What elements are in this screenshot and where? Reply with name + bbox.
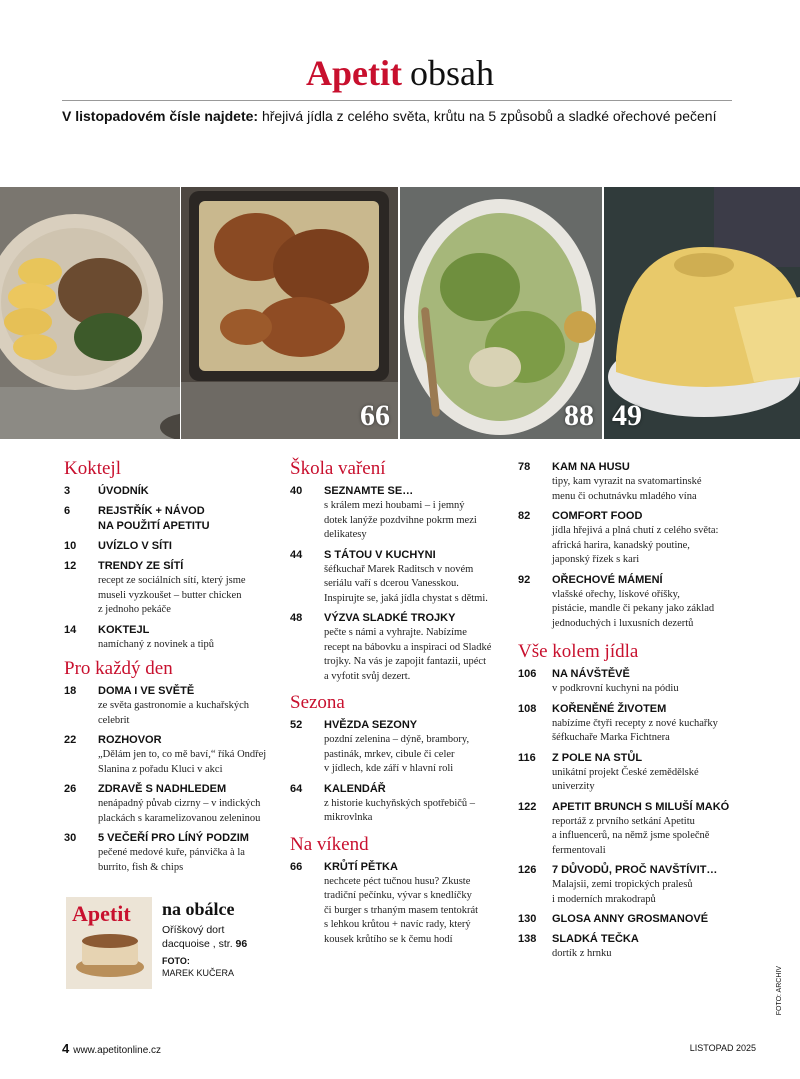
- toc-column-2: [290, 458, 520, 952]
- entry-description: šéfkuchař Marek Raditsch v novém: [324, 563, 474, 575]
- entry-title: COMFORT FOOD: [552, 510, 643, 522]
- entry-title: REJSTŘÍK + NÁVOD: [98, 505, 205, 517]
- cover-dish: Oříškový dort: [162, 924, 225, 936]
- cover-box[interactable]: [62, 893, 268, 989]
- toc-entry[interactable]: [290, 611, 520, 684]
- cover-dish-page-prefix: dacquoise , str.: [162, 938, 236, 950]
- toc-entry[interactable]: [518, 509, 768, 568]
- toc-entry[interactable]: [518, 573, 768, 632]
- issue-date: LISTOPAD 2025: [689, 1043, 756, 1053]
- toc-entry[interactable]: [64, 559, 274, 618]
- page-number: 44: [290, 548, 303, 561]
- entry-title: SLADKÁ TEČKA: [552, 933, 639, 945]
- entry-description: menu či ochutnávku mladého vína: [552, 490, 697, 502]
- section-heading: Na víkend: [290, 833, 369, 855]
- toc-entry[interactable]: [518, 460, 768, 504]
- entry-title: ÚVODNÍK: [98, 485, 149, 497]
- entry-title: KOKTEJL: [98, 623, 150, 636]
- entry-description: museli vyzkoušet – butter chicken: [98, 589, 242, 601]
- page-number: 14: [64, 623, 77, 636]
- plate-illustration: [0, 187, 180, 439]
- entry-description: a influencerů, na němž jsme společně: [552, 830, 710, 841]
- toc-entry[interactable]: [518, 702, 768, 746]
- page-number: 40: [290, 485, 303, 497]
- brand-logo: Apetit: [306, 53, 402, 93]
- entry-title: HVĚZDA SEZONY: [324, 719, 418, 731]
- entry-description: seriálu vaří s dcerou Vanesskou.: [324, 578, 459, 589]
- page-number: 48: [290, 612, 303, 624]
- entry-description: celebrit: [98, 714, 130, 726]
- entry-description: jednoduchých i luxusních dezertů: [552, 617, 694, 629]
- footer-left: [62, 1041, 161, 1056]
- entry-title: UVÍZLO V SÍTI: [98, 540, 172, 552]
- entry-description: dortík z hrnku: [552, 948, 612, 959]
- entry-title: NA NÁVŠTĚVĚ: [552, 668, 630, 680]
- title-word: obsah: [409, 53, 494, 93]
- entry-description: trojky. Na vás je zapojit fantazii, upéct: [324, 656, 487, 667]
- toc-entry[interactable]: [64, 733, 274, 777]
- entry-description: mikrovlnka: [324, 812, 373, 823]
- entry-description: japonský řízek s kari: [552, 554, 640, 565]
- page-number: 130: [518, 913, 537, 925]
- intro-text: hřejivá jídla z celého světa, krůtu na 5 způsobů a sladké ořechové pečení: [258, 108, 717, 124]
- entry-description: delikatesy: [324, 529, 367, 540]
- toc-entry[interactable]: [64, 539, 274, 554]
- entry-title: KALENDÁŘ: [324, 782, 386, 795]
- entry-description: jídla hřejivá a plná chutí z celého světa:: [552, 525, 719, 536]
- page-number: 78: [518, 461, 531, 473]
- page-number: 18: [64, 685, 77, 697]
- toc-column-1: [64, 458, 274, 880]
- entry-description: nabízíme čtyři recepty z nové kuchařky: [552, 717, 718, 729]
- entry-description: z historie kuchyňských spotřebičů –: [324, 797, 476, 809]
- toc-entry[interactable]: [290, 484, 520, 543]
- entry-description: i moderních mrakodrapů: [552, 893, 656, 905]
- page-number: 138: [518, 933, 537, 945]
- section-heading: Vše kolem jídla: [518, 641, 639, 662]
- toc-entry[interactable]: [64, 831, 274, 875]
- photo-plate-dish[interactable]: [0, 187, 180, 439]
- entry-description: a vyfotit svůj dezert.: [324, 670, 411, 682]
- toc-entry[interactable]: [64, 484, 274, 499]
- title-rule: [62, 100, 732, 101]
- entry-description: dotek lanýže pozdvihne pokrm mezi: [324, 514, 477, 526]
- cover-mag-title: Apetit: [72, 901, 131, 926]
- cover-description: [162, 923, 272, 951]
- website-link[interactable]: www.apetitonline.cz: [73, 1045, 162, 1056]
- entry-title: KOŘENĚNÉ ŽIVOTEM: [552, 702, 667, 715]
- photo-bundt-cake[interactable]: [604, 187, 800, 439]
- toc-entry[interactable]: [290, 718, 520, 777]
- entry-description: s lehkou krůtou + navíc rady, který: [324, 919, 471, 930]
- page-number-footer: 4: [62, 1041, 70, 1056]
- intro-bold: V listopadovém čísle najdete:: [62, 108, 259, 124]
- section-heading: Koktejl: [64, 458, 121, 479]
- entry-description: kousek krůtího se k čemu hodí: [324, 933, 453, 945]
- entry-description: vlašské ořechy, lískové oříšky,: [552, 588, 680, 600]
- toc-entry[interactable]: [64, 684, 274, 728]
- foto-label: FOTO:: [162, 956, 190, 966]
- section-heading: Pro každý den: [64, 658, 173, 679]
- toc-entry[interactable]: [518, 912, 768, 927]
- toc-entry[interactable]: [518, 751, 768, 795]
- entry-description: recept ze sociálních sítí, který jsme: [98, 575, 246, 586]
- toc-entry[interactable]: [518, 667, 768, 697]
- page-number: 92: [518, 573, 531, 586]
- intro-line: [62, 108, 762, 124]
- entry-description: tradiční pečínku, vývar s knedlíčky: [324, 890, 472, 901]
- entry-title: ROZHOVOR: [98, 734, 162, 746]
- entry-title: DOMA I VE SVĚTĚ: [98, 685, 195, 697]
- cover-photo-credit: [162, 955, 234, 979]
- entry-description: nenápadný půvab cizrny – v indických: [98, 798, 261, 809]
- entry-title: NA POUŽITÍ APETITU: [98, 520, 210, 532]
- entry-title: GLOSA ANNY GROSMANOVÉ: [552, 913, 709, 925]
- cover-thumbnail: [66, 897, 152, 989]
- entry-description: plackách s karamelizovanou zeleninou: [98, 812, 261, 824]
- photo-page-number: 66: [360, 399, 390, 432]
- entry-title: OŘECHOVÉ MÁMENÍ: [552, 573, 663, 586]
- page-number: 12: [64, 560, 77, 572]
- entry-description: „Dělám jen to, co mě baví,“ říká Ondřej: [98, 749, 267, 760]
- cover-label: na obálce: [162, 899, 235, 919]
- toc-entry[interactable]: [290, 782, 520, 826]
- page-number: 116: [518, 751, 536, 764]
- page-number: 52: [290, 719, 303, 731]
- toc-entry[interactable]: [518, 800, 768, 859]
- page-number: 10: [64, 540, 77, 552]
- toc-entry[interactable]: [64, 782, 274, 826]
- entry-title: 7 DŮVODŮ, PROČ NAVŠTÍVIT…: [552, 864, 718, 876]
- entry-description: Slanina z pořadu Kluci v akci: [98, 763, 223, 775]
- entry-description: nechcete péct tučnou husu? Zkuste: [324, 875, 471, 887]
- toc-entry[interactable]: [290, 860, 520, 948]
- page-number: 108: [518, 702, 537, 715]
- cover-illustration: [66, 897, 152, 989]
- entry-description: pastinák, mrkev, cibule či celer: [324, 748, 455, 760]
- photo-roast-duck[interactable]: [181, 187, 398, 439]
- entry-description: reportáž z prvního setkání Apetitu: [552, 815, 695, 827]
- photo-strip: [0, 187, 800, 439]
- entry-title: S TÁTOU V KUCHYNI: [324, 548, 436, 561]
- photo-page-number: 49: [612, 399, 642, 432]
- photographer-name: MAREK KUČERA: [162, 968, 235, 978]
- entry-description: recept na bábovku a inspiraci od Sladké: [324, 641, 492, 653]
- entry-title: KRŮTÍ PĚTKA: [324, 860, 398, 873]
- page-number: 126: [518, 864, 537, 876]
- page-number: 30: [64, 832, 77, 844]
- entry-description: Inspirujte se, jaká jídla chystat s dětmi.: [324, 592, 488, 604]
- toc-column-3: [518, 460, 768, 967]
- entry-description: s králem mezi houbami – i jemný: [324, 500, 465, 511]
- page-number: 22: [64, 734, 77, 746]
- entry-title: KAM NA HUSU: [552, 461, 630, 473]
- entry-description: univerzity: [552, 781, 595, 792]
- entry-description: z jednoho pekáče: [98, 604, 171, 615]
- entry-description: v podkrovní kuchyni na pódiu: [552, 683, 679, 694]
- page-number: 122: [518, 800, 537, 813]
- page-number: 6: [64, 505, 71, 517]
- photo-page-number: 88: [564, 399, 594, 432]
- entry-title: APETIT BRUNCH S MILUŠÍ MAKÓ: [552, 800, 730, 813]
- toc-entry[interactable]: [518, 863, 768, 907]
- entry-description: unikátní projekt České zemědělské: [552, 766, 699, 778]
- page-number: 82: [518, 510, 531, 522]
- entry-description: tipy, kam vyrazit na svatomartinské: [552, 476, 702, 487]
- entry-description: v jídlech, kde září v hlavní roli: [324, 763, 454, 774]
- entry-title: Z POLE NA STŮL: [552, 751, 643, 764]
- section-heading: Sezona: [290, 692, 345, 713]
- entry-description: pistácie, mandle či pekany jako základ: [552, 603, 715, 614]
- entry-description: pozdní zelenina – dýně, brambory,: [324, 734, 470, 745]
- photo-credit: FOTO: ARCHIV: [776, 966, 783, 1016]
- entry-title: 5 VEČEŘÍ PRO LÍNÝ PODZIM: [98, 832, 249, 844]
- toc-entry[interactable]: [64, 623, 274, 653]
- section-heading: Škola vaření: [290, 458, 386, 479]
- photo-salad[interactable]: [400, 187, 602, 439]
- entry-title: TRENDY ZE SÍTÍ: [98, 560, 184, 572]
- entry-description: burrito, fish & chips: [98, 861, 184, 873]
- page-title: [0, 52, 800, 94]
- entry-title: VÝZVA SLADKÉ TROJKY: [324, 612, 456, 624]
- page-number: 26: [64, 783, 77, 795]
- entry-description: namíchaný z novinek a tipů: [98, 638, 215, 650]
- entry-description: pečené medové kuře, pánvička à la: [98, 847, 245, 858]
- page-number: 106: [518, 668, 537, 680]
- page-number: 3: [64, 485, 71, 497]
- entry-title: ZDRAVĚ S NADHLEDEM: [98, 783, 227, 795]
- cover-page-number: 96: [235, 938, 248, 950]
- page-number: 64: [290, 782, 303, 795]
- entry-description: či burger s trhaným masem tentokrát: [324, 904, 479, 916]
- page-number: 66: [290, 860, 303, 873]
- entry-description: šéfkuchaře Marka Fichtnera: [552, 732, 670, 743]
- entry-description: pečte s námi a vyhrajte. Nabízíme: [324, 627, 467, 638]
- entry-description: africká harira, kanadský poutine,: [552, 539, 690, 551]
- toc-entry[interactable]: [518, 932, 768, 962]
- entry-description: ze světa gastronomie a kuchařských: [98, 700, 250, 711]
- entry-description: fermentovali: [552, 844, 606, 856]
- toc-entry[interactable]: [290, 548, 520, 607]
- entry-title: SEZNAMTE SE…: [324, 485, 414, 497]
- toc-entry[interactable]: [64, 504, 274, 534]
- entry-description: Malajsii, zemi tropických pralesů: [552, 879, 693, 890]
